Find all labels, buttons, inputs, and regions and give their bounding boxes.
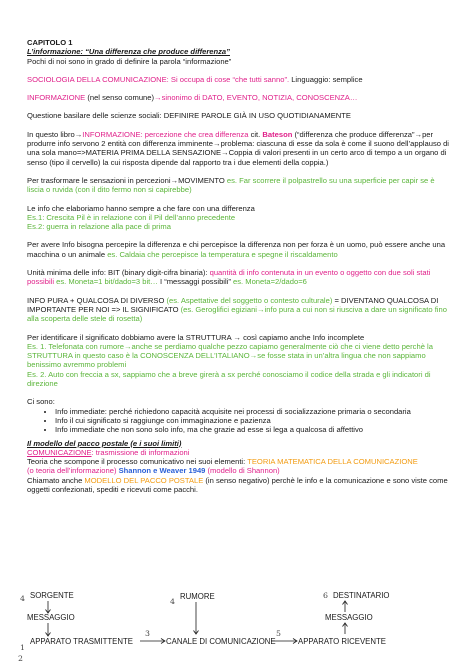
info-types-list	[27, 407, 453, 435]
postal-model-line	[27, 476, 453, 495]
chapter-title: CAPITOLO 1	[27, 38, 73, 47]
meaning-text: = DIVENTANO QUALCOSA DI IMPORTANTE PER NOI => IL SIGNIFICATO	[27, 295, 439, 314]
sociology-tail: Linguaggio: semplice	[289, 74, 363, 84]
list-item: • Info immediate che non sono solo info, ma che grazie ad esse si lega a qualcosa di affettivo	[55, 425, 453, 434]
noise-label: RUMORE	[180, 592, 215, 601]
bateson-paragraph	[27, 130, 453, 167]
bit-paragraph	[27, 268, 453, 287]
chapter-subtitle: L’informazione: “Una differenza che produce differenza”	[27, 47, 230, 57]
bit-text: Unità minima delle info: BIT (binary digit-cifra binaria):	[27, 268, 210, 278]
sociology-label: SOCIOLOGIA DELLA COMUNICAZIONE: Si occupa di cose “che tutti sanno”.	[27, 74, 290, 84]
information-term: INFORMAZIONE	[27, 93, 86, 103]
theory-line	[27, 457, 453, 466]
step-number-5: 5	[276, 629, 281, 638]
arrow-head	[293, 639, 297, 644]
bateson-name: Bateson	[262, 129, 293, 139]
step-number-4b: 4	[170, 597, 175, 606]
pure-info-text: INFO PURA + QUALCOSA DI DIVERSO	[27, 295, 167, 305]
shannon-model-note: (modello di Shannon)	[205, 466, 280, 476]
movement-text: Per trasformare le sensazioni in percezioni→MOVIMENTO	[27, 175, 227, 185]
perceive-example: es. Caldaia che percepisce la temperatura e spegne il riscaldamento	[107, 249, 338, 259]
arrow-head	[343, 623, 348, 627]
bit-definition: quantità di info contenuta in un evento o oggetto con due soli stati possibili	[27, 268, 431, 287]
arrow-head	[194, 631, 199, 635]
movement-paragraph	[27, 176, 453, 195]
receiver-label: APPARATO RICEVENTE	[298, 637, 386, 646]
arrow-head	[161, 639, 165, 644]
cit-label: cit.	[248, 129, 263, 139]
list-item: • Info immediate: perché richiedono capacità acquisite nei processi di socializzazione primaria o secondaria	[55, 407, 453, 416]
source-label: SORGENTE	[30, 591, 74, 600]
meaning-paragraph	[27, 296, 453, 324]
ci-sono-label: Ci sono:	[27, 397, 55, 407]
difference-example-2: Es.2: guerra in relazione alla pace di prima	[27, 222, 171, 232]
difference-statement: Le info che elaboriamo hanno sempre a che fare con una differenza	[27, 203, 255, 213]
messages-example: es. Moneta=2/dado=6	[233, 277, 307, 287]
theory-intro: Teoria che scompone il processo comunicativo nei suoi elementi:	[27, 457, 248, 467]
basic-question: Questione basilare delle scienze sociali: DEFINIRE PAROLE GIÀ IN USO QUOTIDIANAMENTE	[27, 111, 351, 121]
postal-intro: Chiamato anche	[27, 475, 85, 485]
shannon-weaver	[116, 466, 205, 475]
step-number-1: 1	[20, 643, 25, 652]
communication-tail: : trasmissione di informazioni	[91, 447, 190, 457]
shannon-weaver-label: Shannon e Weaver 1949	[116, 466, 206, 476]
structure-statement: Per identificare il significato dobbiamo avere la STRUTTURA → così capiamo anche Info incomplete	[27, 332, 365, 342]
movement-example: es. Far scorrere il polpastrello su una superficie per capir se è liscia o ruvida (con il dito fermo non si capirebbe)	[27, 175, 435, 195]
difference-example-1: Es.1: Crescita Pil è in relazione con il Pil dell’anno precedente	[27, 212, 236, 222]
possible-messages: I “messaggi possibili”	[157, 277, 233, 287]
structure-example-1: Es. 1. Telefonata con rumore→anche se perdiamo qualche pezzo capiamo generalmente ciò che ci viene detto perchè la STRUTTURA in questo caso è la CONOSCENZA DELL’ITALIANO→se fosse stata in un’altra lingua che non sappiamo benissimo avremmo problemi	[27, 341, 433, 370]
information-definition: INFORMAZIONE: percezione che crea differenza	[82, 129, 249, 139]
step-number-2: 2	[18, 654, 23, 663]
structure-example-2: Es. 2. Auto con freccia a sx, sappiamo che a breve girerà a sx perché conosciamo il codice della strada e gli indicatori di direzione	[27, 369, 431, 389]
destination-label: DESTINATARIO	[333, 591, 390, 600]
channel-label: CANALE DI COMUNICAZIONE	[166, 637, 276, 646]
document-page	[27, 38, 453, 494]
hieroglyph-example: (es. Geroglifici egiziani→info pura a cui non si riusciva a dare un significato fino alla scoperta delle stele di rosetta)	[27, 304, 447, 324]
communication-definition	[27, 448, 453, 457]
step-number-4: 4	[20, 594, 25, 603]
chapter-intro: Pochi di noi sono in grado di definire la parola “informazione”	[27, 56, 232, 66]
arrow-head	[343, 601, 348, 605]
bateson-explanation: (“differenza che produce differenza”→per produrre info servono 2 entità con differenza imminente→problema: ciascuna di esse da sola è come il suono dell’applauso di una sola mano=>MATERIA PRIMA DELLA SENSAZIONE→Coppia di valori presenti in un certo arco di tempo a un organo di senso (tipo il cervello) la cui risposta dipende dal rapporto tra i due elementi della coppia.)	[27, 129, 449, 167]
information-common-sense	[27, 93, 453, 102]
perceive-text: Per avere Info bisogna percepire la differenza e chi percepisce la differenza non per forza è un uomo, può essere anche una macchina o un animale	[27, 240, 446, 259]
mathematical-theory: TEORIA MATEMATICA DELLA COMUNICAZIONE	[247, 457, 418, 467]
information-theory-note: (o teoria dell’informazione)	[27, 466, 117, 476]
information-note: (nel senso comune)	[85, 93, 155, 103]
expectations-example: (es. Aspettative del soggetto o contesto culturale)	[166, 295, 333, 305]
communication-term: COMUNICAZIONE	[27, 447, 92, 457]
transmitter-label: APPARATO TRASMITTENTE	[30, 637, 133, 646]
information-synonyms: →sinonimo di DATO, EVENTO, NOTIZIA, CONOSCENZA…	[154, 93, 358, 103]
step-number-6: 6	[323, 591, 328, 600]
postal-model: MODELLO DEL PACCO POSTALE	[84, 475, 204, 485]
sociology-definition	[27, 75, 453, 84]
postal-explanation: (in senso negativo) perchè le info e la comunicazione e sono viste come oggetti confezionati, spediti e ricevuti come pacchi.	[27, 475, 448, 494]
shannon-line	[27, 466, 453, 475]
model-heading: Il modello del pacco postale (e i suoi limiti)	[27, 438, 182, 448]
message-label-left: MESSAGGIO	[27, 613, 75, 622]
list-item: • Info il cui significato si raggiunge con immaginazione e pazienza	[55, 416, 453, 425]
perceive-paragraph	[27, 240, 453, 259]
bit-example: es. Moneta=1 bit/dado=3 bit…	[54, 277, 158, 287]
message-label-right: MESSAGGIO	[325, 613, 373, 622]
step-number-3: 3	[145, 629, 150, 638]
book-intro: In questo libro→	[27, 129, 83, 139]
arrow-head	[46, 610, 51, 614]
arrow-head	[46, 633, 51, 637]
